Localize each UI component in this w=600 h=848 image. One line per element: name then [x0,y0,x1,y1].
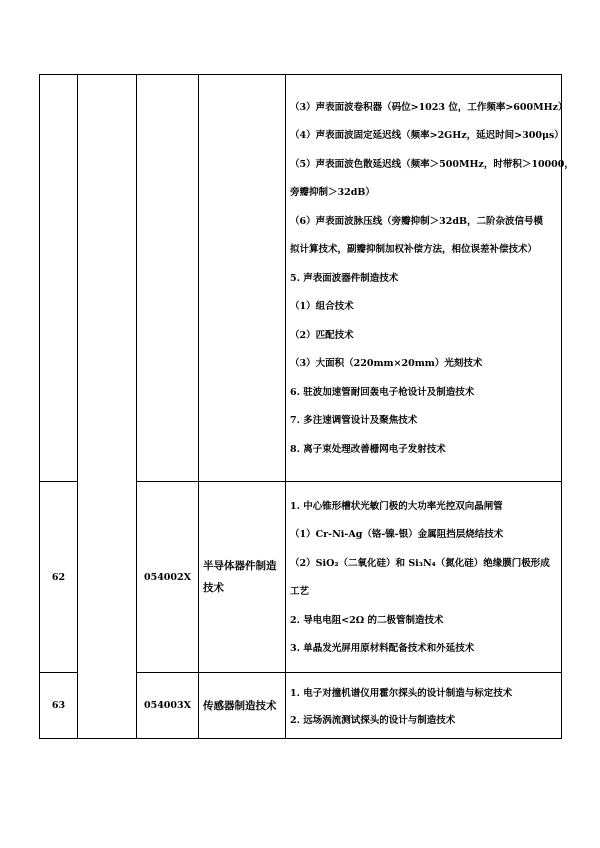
item-line: （1）组合技术 [290,301,354,313]
item-line: （2）匹配技术 [290,329,354,341]
code-cell: 054003X [137,673,199,739]
items-cell [286,673,562,739]
code-cell: 054002X [137,482,199,673]
item-line: 旁瓣抑制＞32dB） [290,187,375,199]
table-row [40,75,562,482]
items-cell [286,482,562,673]
item-line: （2）SiO₂（二氧化硅）和 Si₃N₄（氮化硅）绝缘膜门极形成 [290,557,550,569]
item-line: （6）声表面波脉压线（旁瓣抑制＞32dB，二阶杂波信号模 [290,215,544,227]
item-line: 1. 电子对撞机谱仪用霍尔探头的设计制造与标定技术 [290,687,513,699]
item-line: 2. 导电电阻<2Ω 的二极管制造技术 [290,614,444,626]
item-line: 8. 离子束处理改善栅网电子发射技术 [290,443,446,455]
item-line: 工艺 [290,586,310,597]
item-line: 1. 中心锥形槽状光敏门极的大功率光控双向晶闸管 [290,500,503,512]
item-line: （3）声表面波卷积器（码位>1023 位，工作频率>600MHz） [290,101,568,113]
items-cell [286,75,574,482]
item-line: 3. 单晶发光屏用原材料配备技术和外延技术 [290,643,475,654]
name-cell: 传感器制造技术 [199,673,286,739]
category-blank-cell [78,75,137,739]
item-line: 5. 声表面波器件制造技术 [290,272,399,284]
name-cell: 半导体器件制造技术 [199,482,286,673]
row-number-cell: 63 [40,673,78,739]
code-cell [137,75,199,482]
item-line: （5）声表面波色散延迟线（频率＞500MHz，时带积＞10000， [290,158,574,170]
item-line: 拟计算技术，副瓣抑制加权补偿方法，相位误差补偿技术） [290,244,538,256]
row-number-cell [40,75,78,482]
name-cell [199,75,286,482]
item-line: 7. 多注速调管设计及聚焦技术 [290,415,418,427]
item-line: 2. 远场涡流测试探头的设计与制造技术 [290,714,456,726]
row-number-cell: 62 [40,482,78,673]
item-line: （1）Cr-Ni-Ag（铬-镍-银）金属阻挡层烧结技术 [290,529,504,540]
technology-table [39,74,574,739]
item-line: 6. 驻波加速管耐回轰电子枪设计及制造技术 [290,386,475,398]
item-line: （3）大面积（220mm×20mm）光刻技术 [290,358,483,370]
item-line: （4）声表面波固定延迟线（频率>2GHz，延迟时间>300μs） [290,130,564,142]
